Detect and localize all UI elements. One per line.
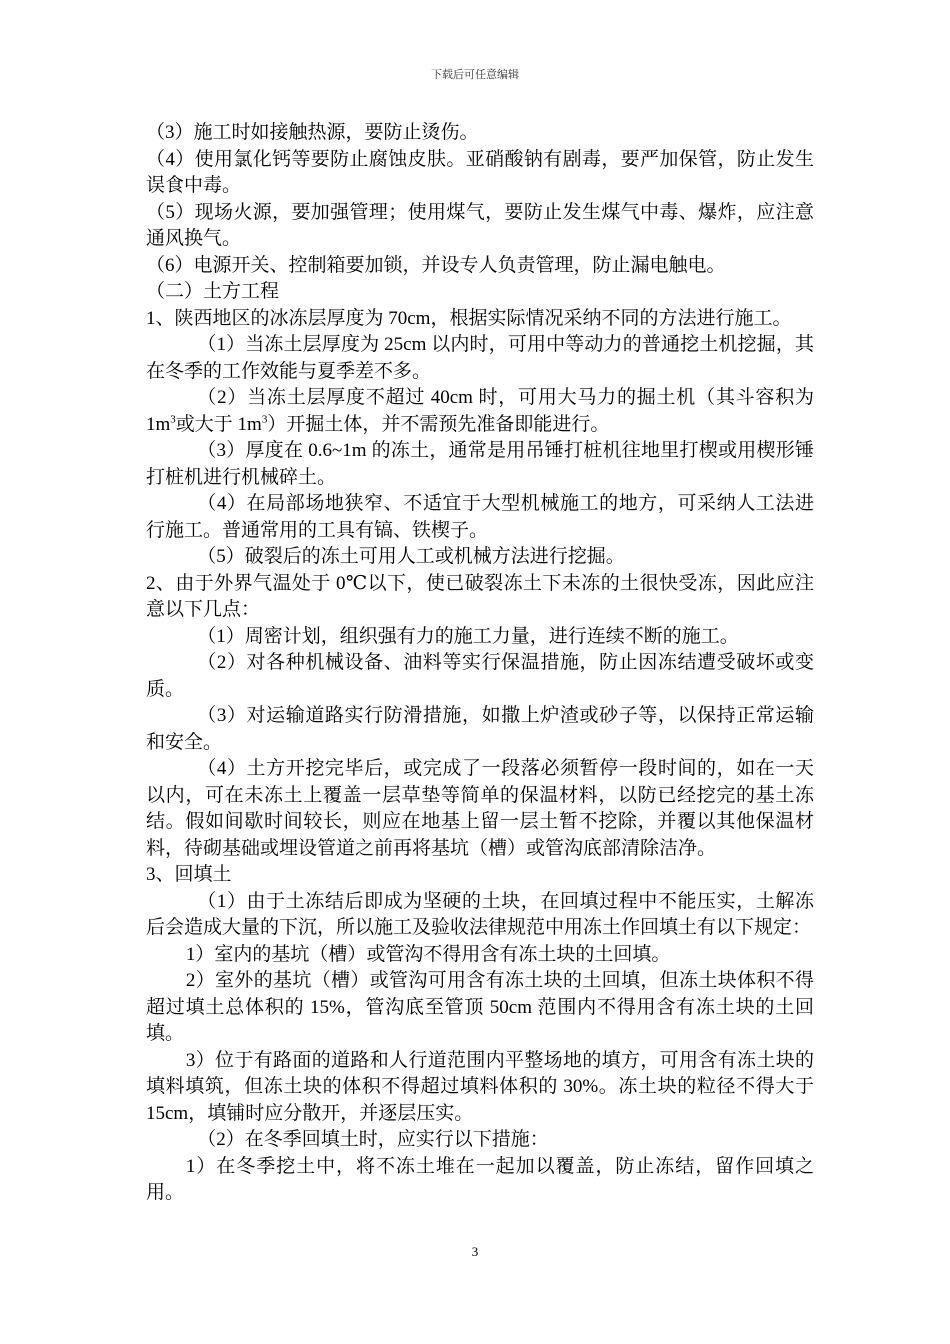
paragraph-10: （4）在局部场地狭窄、不适宜于大型机械施工的地方，可采纳人工法进行施工。普通常用的工具有镐、铁楔子。 — [146, 493, 814, 541]
paragraph-7: （1）当冻土层厚度为 25cm 以内时，可用中等动力的普通挖土机挖掘，其在冬季的工作效能与夏季差不多。 — [146, 334, 814, 382]
paragraph-22: （2）在冬季回填土时，应实行以下措施： — [197, 1129, 549, 1150]
paragraph-3: （5）现场火源，要加强管理；使用煤气，要防止发生煤气中毒、爆炸，应注意通风换气。 — [146, 201, 814, 249]
paragraph-1: （3）施工时如接触热源，要防止烫伤。 — [146, 122, 479, 143]
paragraph-21: 3）位于有路面的道路和人行道范围内平整场地的填方，可用含有冻土块的填料填筑，但冻土块的体积不得超过填料体积的 30%。冻土块的粒径不得大于 15cm，填铺时应分散开，并逐层压实。 — [146, 1049, 814, 1124]
paragraph-2: （4）使用氯化钙等要防止腐蚀皮肤。亚硝酸钠有剧毒，要严加保管，防止发生误食中毒。 — [146, 148, 814, 196]
paragraph-12: 2、由于外界气温处于 0℃以下，使已破裂冻土下未冻的土很快受冻，因此应注意以下几点： — [146, 572, 814, 620]
paragraph-15: （3）对运输道路实行防滑措施，如撒上炉渣或砂子等，以保持正常运输和安全。 — [146, 705, 814, 753]
paragraph-8-part-1: （2）当冻土层厚度不超过 40cm 时，可用大马力的掘土机（其斗容积为 1m — [146, 387, 814, 435]
paragraph-16: （4）土方开挖完毕后，或完成了一段落必须暂停一段时间的，如在一天以内，可在未冻土上覆盖一层草垫等简单的保温材料，以防已经挖完的基土冻结。假如间歇时间较长，则应在地基上留一层土暂不挖除，并覆以其他保温材料，待砌基础或埋设管道之前再将基坑（槽）或管沟底部清除洁净。 — [146, 758, 814, 859]
paragraph-6: 1、陕西地区的冰冻层厚度为 70cm，根据实际情况采纳不同的方法进行施工。 — [146, 307, 792, 329]
paragraph-8-part-3: ）开掘土体，并不需预先准备即能进行。 — [267, 413, 610, 435]
superscript-2: 3 — [261, 413, 268, 426]
paragraph-13: （1）周密计划，组织强有力的施工力量，进行连续不断的施工。 — [197, 625, 739, 647]
section-heading-earthwork: （二）土方工程 — [146, 281, 280, 302]
paragraph-23: 1）在冬季挖土中，将不冻土堆在一起加以覆盖，防止冻结，留作回填之用。 — [146, 1155, 814, 1203]
paragraph-4: （6）电源开关、控制箱要加锁，并设专人负责管理，防止漏电触电。 — [146, 254, 726, 276]
paragraph-19: 1）室内的基坑（槽）或管沟不得用含有冻土块的土回填。 — [185, 943, 671, 965]
paragraph-8-part-2: 或大于 1m — [175, 413, 262, 435]
paragraph-20: 2）室外的基坑（槽）或管沟可用含有冻土块的土回填，但冻土块体积不得超过填土总体积的 15%，管沟底至管顶 50cm 范围内不得用含有冻土块的土回填。 — [146, 970, 814, 1044]
superscript-1: 3 — [170, 413, 176, 426]
paragraph-18: （1）由于土冻结后即成为坚硬的土块，在回填过程中不能压实，土解冻后会造成大量的下沉，所以施工及验收法律规范中用冻土作回填土有以下规定： — [146, 890, 814, 938]
paragraph-8 — [146, 385, 814, 438]
paragraph-14: （2）对各种机械设备、油料等实行保温措施，防止因冻结遭受破坏或变质。 — [146, 652, 814, 700]
page-number: 3 — [471, 1244, 479, 1259]
paragraph-9: （3）厚度在 0.6~1m 的冻土，通常是用吊锤打桩机往地里打楔或用楔形锤打桩机进行机械碎土。 — [146, 440, 814, 488]
body-text — [146, 120, 814, 1207]
section-heading-backfill: 3、回填土 — [146, 864, 232, 885]
paragraph-11: （5）破裂后的冻土可用人工或机械方法进行挖掘。 — [197, 546, 625, 567]
header-note: 下载后可任意编辑 — [431, 68, 519, 81]
